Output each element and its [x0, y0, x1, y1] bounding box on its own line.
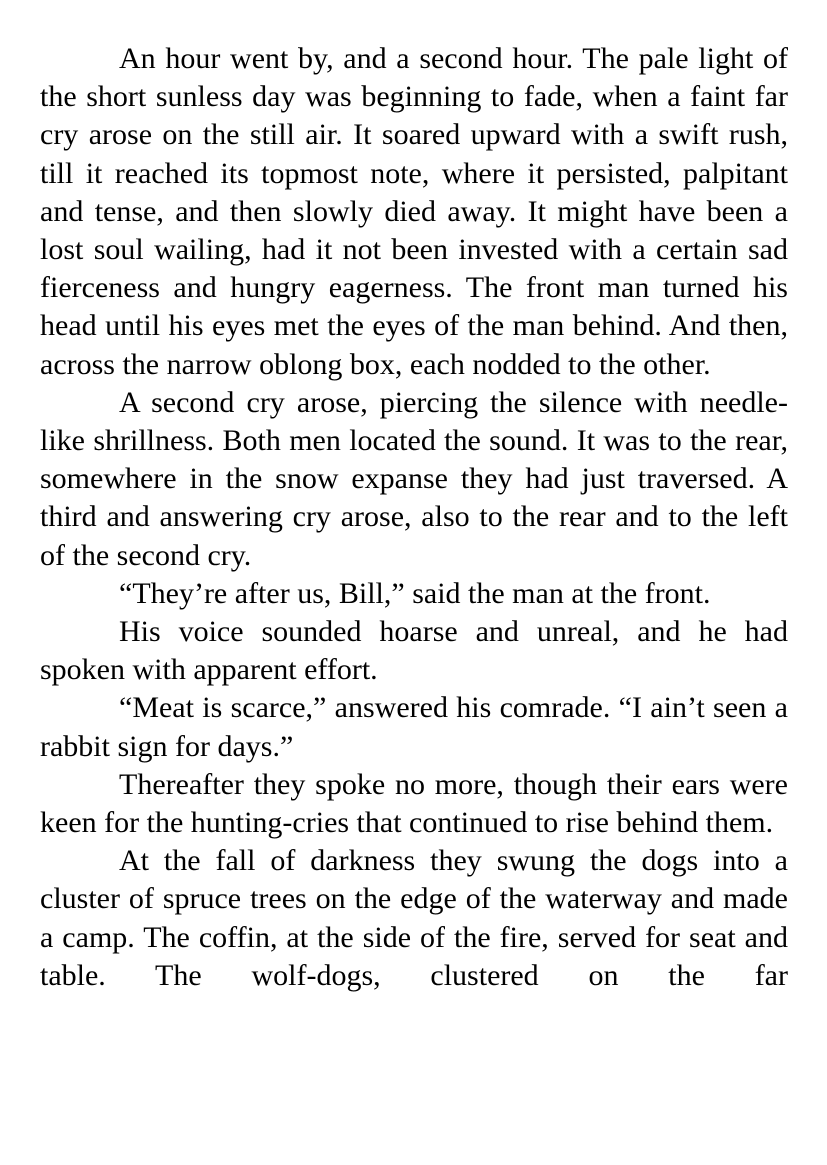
book-page-body: [40, 40, 788, 995]
paragraph: His voice sounded hoarse and unreal, and he had spoken with apparent effort.: [40, 615, 788, 687]
paragraph: Thereafter they spoke no more, though their ears were keen for the hunting-cries that continued to rise behind them.: [40, 767, 788, 840]
paragraph: “Meat is scarce,” answered his comrade. “I ain’t seen a rabbit sign for days.”: [40, 691, 788, 763]
paragraph: “They’re after us, Bill,” said the man at the front.: [119, 576, 711, 610]
paragraph: At the fall of darkness they swung the dogs into a cluster of spruce trees on the edge of the waterway and made a camp. The coffin, at the side of the fire, served for seat and table. The wolf-dogs, clustered on the far: [40, 844, 788, 992]
paragraph: An hour went by, and a second hour. The pale light of the short sunless day was beginning to fade, when a faint far cry arose on the still air. It soared upward with a swift rush, till it reached its topmost note, where it persisted, palpitant and tense, and then slowly died away. It might have been a lost soul wailing, had it not been invested with a certain sad fierceness and hungry eagerness. The front man turned his head until his eyes met the eyes of the man behind. And then, across the narrow oblong box, each nodded to the other.: [40, 42, 788, 381]
paragraph: A second cry arose, piercing the silence with needle-like shrillness. Both men located the sound. It was to the rear, somewhere in the snow expanse they had just traversed. A third and answering cry arose, also to the rear and to the left of the second cry.: [40, 385, 788, 572]
